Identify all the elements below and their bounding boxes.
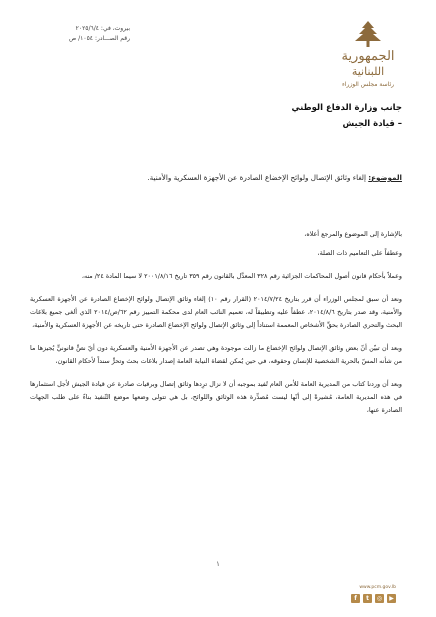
addressee-line1: جانب وزارة الدفاع الوطني <box>291 103 402 113</box>
body-paragraph-4: ونعد أن سبق لمجلس الوزراء أن قرر بتاريخ ٢٠١٤/٧/٢٤ (القرار رقم ١٠) إلغاء وثائق الإتصال ولوائح الإخضاع الصادرة عن الأجهزة العسكرية والأمنية، وقد صدر بتاريخ ٢٠١٤/٨/٦، عطفاً عليه وتطبيقاً له، تعميم النائب العام لدى محكمة التمييز رقم ٦٢/ص/٢٠١٤ الذي ألغى جميع بلاغات البحث والتحري الصادرة بحقِّ الأشخاص المعممة استناداً إلى وثائق الإتصال ولوائح الإخضاع الصادرة حتى تاريخه عن الأجهزة العسكرية والأمنية، <box>30 295 403 329</box>
letter-body <box>30 228 402 427</box>
addressee-line2: – قيادة الجيش <box>342 119 402 129</box>
subject-text: إلغاء وثائق الإتصال ولوائح الإخضاع الصادرة عن الأجهزة العسكرية والأمنية. <box>147 173 369 182</box>
social-icons <box>326 594 396 603</box>
youtube-icon[interactable]: ▶ <box>387 594 396 603</box>
instagram-icon[interactable]: ◎ <box>376 595 383 602</box>
body-paragraph-2: وعطفاً على التعاميم ذات الصلة، <box>317 249 402 257</box>
body-paragraph-5: وبعد أن تبيّن أنّ بعض وثائق الإتصال ولوائح الإخضاع ما زالت موجودة وهي تصدر عن الأجهزة الأمنية والعسكرية دون أيّ نصٍّ قانونيٍّ يُجيزها ما من شأنه المسّ بالحرية الشخصية للإنسان وحقوقه، في حين يُمكن لقضاة النيابة العامة إصدار بلاغات بحث وتحرٍّ سنداً لأحكام القانون، <box>30 344 402 365</box>
addressee <box>292 100 402 132</box>
body-paragraph-3: وعملاً بأحكام قانون أصول المحاكمات الجزائية رقم ٣٢٨ المعدَّل بالقانون رقم ٣٥٩ تاريخ ٢٠٠١/٨/١٦ لا سيما المادة ٢٤/ منه، <box>81 272 402 280</box>
facebook-icon[interactable]: f <box>351 594 360 603</box>
emblem-title-line2: اللبنانية <box>351 65 385 78</box>
cedar-tree-icon <box>348 20 388 48</box>
date-line: بيروت، في: ٢٠٢٥/٦/٤ <box>75 25 130 32</box>
emblem-subtitle: رئاسة مجلس الوزراء <box>341 81 395 88</box>
page-number: ١ <box>216 560 220 568</box>
footer <box>326 584 396 603</box>
emblem-title-line1: الجمهورية <box>341 49 395 64</box>
reference-number: رقم الصـــادر: ١٠٥٤/ ص <box>68 35 130 42</box>
subject-label: الموضوع: <box>368 173 402 182</box>
body-paragraph-1: بالإشارة إلى الموضوع والمرجع أعلاه، <box>304 230 402 238</box>
twitter-icon[interactable]: t <box>363 594 372 603</box>
footer-url[interactable]: www.pcm.gov.lb <box>359 585 396 590</box>
date-reference-block <box>20 24 130 44</box>
subject-line <box>30 172 402 184</box>
government-emblem <box>326 20 410 88</box>
body-paragraph-6: وبعد أن وردنا كتاب من المديرية العامة للأمن العام تُفيد بموجبه أن لا نزال ترِدها وثائق إتصال وبرقيات صادرة عن قيادة الجيش لأجل استثمارها في هذه المديرية العامة، مُشيرةً إلى أنّها ليست مُصدِّرة هذه الوثائق واللوائح، بل هي تتولى وضعها موضع التّنفيذ بناءً على طلب الجهات الصادرة عنها، <box>30 380 402 414</box>
